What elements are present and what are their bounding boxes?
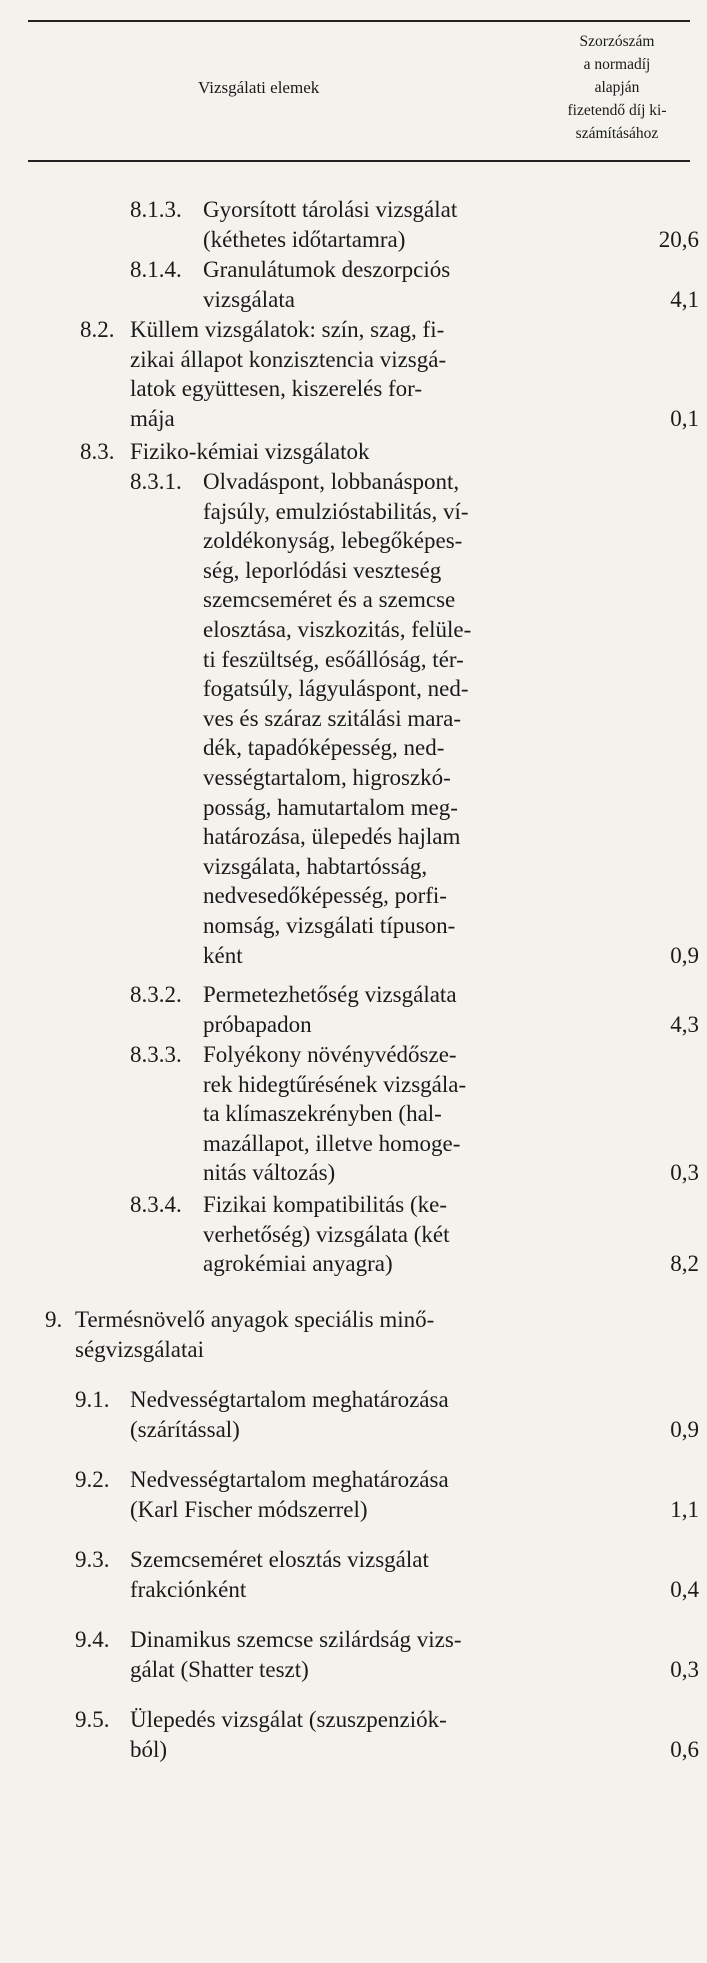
column-header-multiplier <box>532 30 702 145</box>
header-bottom-rule <box>28 160 690 162</box>
item-description-line: Folyékony növényvédősze- <box>203 1042 457 1067</box>
item-description-line: vességtartalom, higroszkó- <box>203 764 451 790</box>
item-description <box>130 1385 449 1444</box>
item-multiplier-value: 0,6 <box>670 1736 699 1762</box>
item-description-line: Termésnövelő anyagok speciális minő- <box>75 1307 435 1332</box>
item-multiplier-value: 0,9 <box>670 1416 699 1442</box>
item-description-line: (kéthetes időtartamra) <box>203 226 406 252</box>
item-number: 8.3.3. <box>130 1042 182 1067</box>
item-description <box>203 1190 450 1279</box>
item-description-line: posság, hamutartalom meg- <box>203 794 458 820</box>
item-description-line: gálat (Shatter teszt) <box>130 1656 309 1682</box>
column-header-line: alapján <box>594 79 640 96</box>
item-description-line: Ülepedés vizsgálat (szuszpenziók- <box>130 1707 447 1732</box>
item-description-line: Granulátumok deszorpciós <box>203 257 451 282</box>
item-description <box>130 437 370 467</box>
item-description-line: latok együttesen, kiszerelés for- <box>130 376 423 402</box>
item-description-line: nomság, vizsgálati típuson- <box>203 912 456 938</box>
item-description-line: elosztása, viszkozitás, felüle- <box>203 616 472 642</box>
item-description-line: ként <box>203 942 243 968</box>
item-description-line: vizsgálata <box>203 286 295 312</box>
column-header-line: Szorzószám <box>579 33 655 50</box>
item-number: 9.1. <box>75 1387 110 1412</box>
item-description-line: ta klímaszekrényben (hal- <box>203 1101 442 1127</box>
item-number: 9. <box>45 1307 63 1332</box>
item-description-line: Szemcseméret elosztás vizsgálat <box>130 1547 429 1572</box>
item-number: 8.3.2. <box>130 982 182 1007</box>
item-description-line: mája <box>130 405 175 431</box>
item-description-line: mazállapot, illetve homoge- <box>203 1130 461 1156</box>
item-description <box>75 1305 434 1364</box>
item-description-line: frakciónként <box>130 1576 247 1602</box>
item-description-line: nitás változás) <box>203 1160 336 1186</box>
item-description-line: agrokémiai anyagra) <box>203 1251 393 1277</box>
item-description-line: nedvesedőképesség, porfi- <box>203 883 447 909</box>
item-multiplier-value: 0,3 <box>670 1160 699 1186</box>
item-description-line: verhetőség) vizsgálata (két <box>203 1221 450 1247</box>
item-description-line: (Karl Fischer módszerrel) <box>130 1496 368 1522</box>
item-description <box>203 255 450 314</box>
item-number: 8.2. <box>80 317 115 342</box>
item-description <box>130 1625 462 1684</box>
item-multiplier-value: 0,3 <box>670 1656 699 1682</box>
item-description <box>130 315 446 433</box>
item-multiplier-value: 0,1 <box>670 405 699 431</box>
item-multiplier-value: 0,4 <box>670 1576 699 1602</box>
item-description-line: ségvizsgálatai <box>75 1336 205 1362</box>
item-description-line: rek hidegtűrésének vizsgála- <box>203 1071 467 1097</box>
header-top-rule <box>28 20 690 22</box>
item-number: 9.5. <box>75 1707 110 1732</box>
item-multiplier-value: 0,9 <box>670 942 699 968</box>
item-description-line: vizsgálata, habtartósság, <box>203 853 428 879</box>
item-number: 8.3. <box>80 439 115 464</box>
item-description-line: Permetezhetőség vizsgálata <box>203 982 457 1007</box>
item-description-line: határozása, ülepedés hajlam <box>203 824 461 850</box>
item-description-line: (szárítással) <box>130 1416 240 1442</box>
item-description-line: Gyorsított tárolási vizsgálat <box>203 197 458 222</box>
column-header-line: fizetendő díj ki- <box>567 102 667 119</box>
item-number: 8.1.3. <box>130 197 182 222</box>
item-description-line: Fiziko-kémiai vizsgálatok <box>130 439 370 464</box>
item-description <box>203 195 457 254</box>
item-multiplier-value: 4,3 <box>670 1011 699 1037</box>
item-description-line: ség, leporlódási veszteség <box>203 557 442 583</box>
item-description-line: ból) <box>130 1736 168 1762</box>
item-description <box>130 1465 449 1524</box>
item-description-line: ves és száraz szitálási mara- <box>203 705 461 731</box>
item-number: 9.2. <box>75 1467 110 1492</box>
item-description-line: zikai állapot konzisztencia vizsgá- <box>130 346 447 372</box>
item-multiplier-value: 20,6 <box>658 226 699 252</box>
item-number: 9.3. <box>75 1547 110 1572</box>
item-description-line: Olvadáspont, lobbanáspont, <box>203 469 460 494</box>
item-description <box>203 980 457 1039</box>
item-multiplier-value: 8,2 <box>670 1251 699 1277</box>
item-description <box>203 467 471 970</box>
item-description-line: Nedvességtartalom meghatározása <box>130 1467 449 1492</box>
column-header-line: a normadíj <box>583 56 651 73</box>
item-description <box>130 1545 429 1604</box>
item-description-line: ti feszültség, esőállóság, tér- <box>203 646 464 672</box>
item-description-line: szemcseméret és a szemcse <box>203 587 456 613</box>
item-description-line: dék, tapadóképesség, ned- <box>203 735 445 761</box>
item-description-line: Dinamikus szemcse szilárdság vizs- <box>130 1627 462 1652</box>
item-description <box>203 1040 466 1188</box>
item-description-line: fajsúly, emulzióstabilitás, ví- <box>203 498 469 524</box>
item-number: 9.4. <box>75 1627 110 1652</box>
item-description-line: próbapadon <box>203 1011 312 1037</box>
item-multiplier-value: 4,1 <box>670 286 699 312</box>
item-description-line: Nedvességtartalom meghatározása <box>130 1387 449 1412</box>
item-number: 8.1.4. <box>130 257 182 282</box>
item-description <box>130 1705 447 1764</box>
item-description-line: Fizikai kompatibilitás (ke- <box>203 1192 448 1217</box>
item-multiplier-value: 1,1 <box>670 1496 699 1522</box>
column-header-line: számításához <box>575 125 659 142</box>
item-number: 8.3.4. <box>130 1192 182 1217</box>
item-description-line: fogatsúly, lágyuláspont, ned- <box>203 676 469 702</box>
item-description-line: Küllem vizsgálatok: szín, szag, fi- <box>130 317 445 342</box>
column-header-items: Vizsgálati elemek <box>198 78 320 97</box>
item-description-line: zoldékonyság, lebegőképes- <box>203 528 463 554</box>
item-number: 8.3.1. <box>130 469 182 494</box>
